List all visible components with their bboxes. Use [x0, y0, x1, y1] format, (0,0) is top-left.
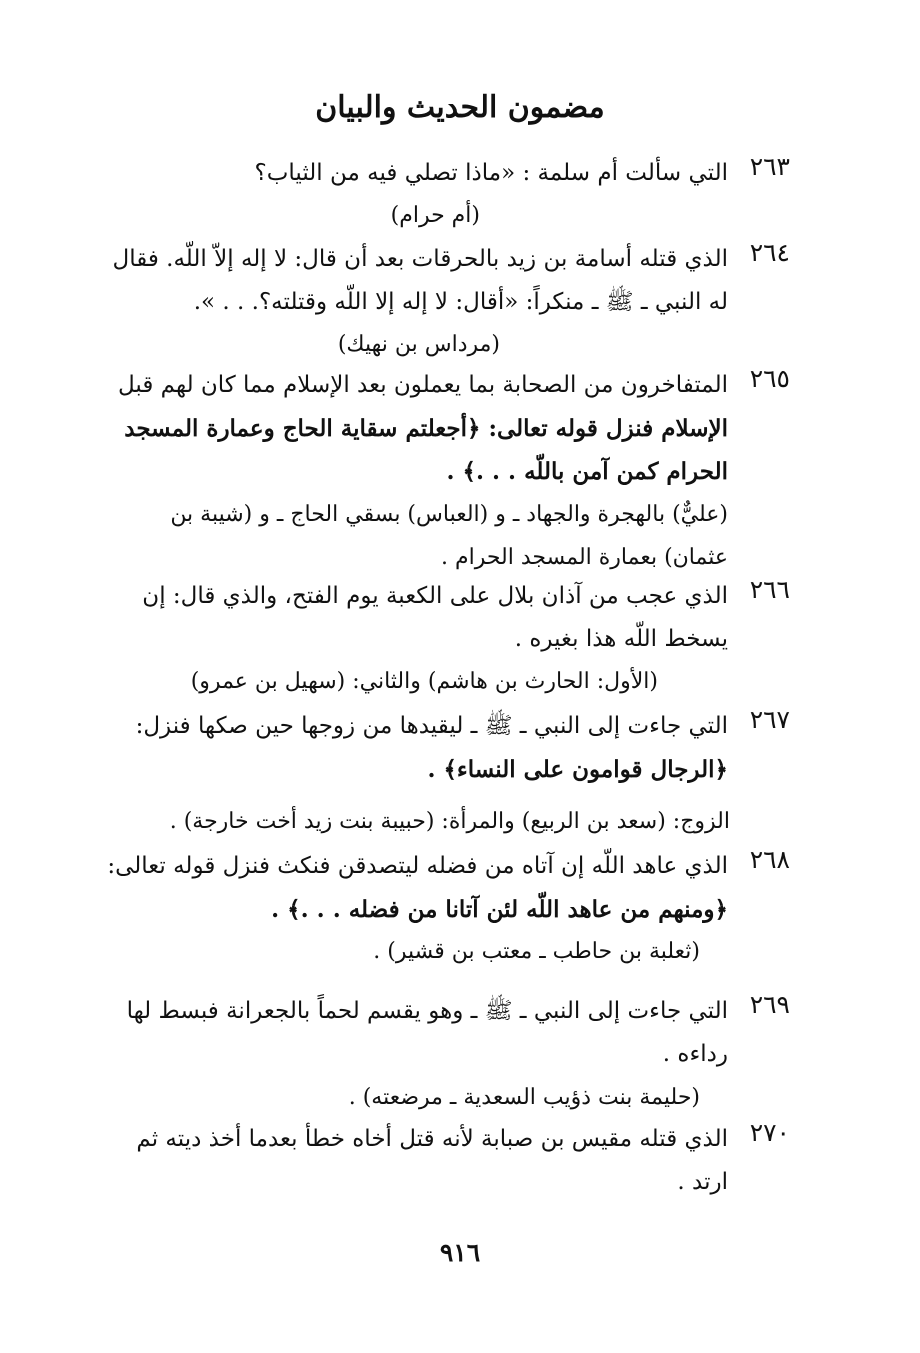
quran-verse: ﴿ومنهم من عاهد اللّه لئن آتانا من فضله . . .﴾ .	[271, 896, 728, 923]
entry-264	[100, 238, 790, 328]
entry-number: ٢٦٥	[749, 364, 790, 393]
entry-answer: (مرداس بن نهيك)	[337, 332, 500, 357]
entry-number: ٢٦٦	[749, 575, 790, 604]
entry-answer: (أم حرام)	[390, 203, 480, 228]
entry-text	[100, 705, 728, 791]
entry-answer: (عليٌّ) بالهجرة والجهاد ـ و (العباس) بسقي الحاج ـ و (شيبة بن	[170, 502, 728, 527]
entry-line	[100, 450, 728, 493]
entry-270	[100, 1118, 790, 1208]
quran-verse: ﴿الرجال قوامون على النساء﴾ .	[427, 756, 728, 783]
entry-text	[100, 1118, 728, 1204]
entry-text	[100, 575, 728, 661]
quran-verse: الحرام كمن آمن باللّه . . .﴾ .	[446, 458, 728, 485]
entry-line: الذي قتله مقيس بن صبابة لأنه قتل أخاه خطأ بعدما أخذ ديته ثم	[136, 1126, 728, 1152]
entry-line: التي جاءت إلى النبي ـ ﷺ ـ وهو يقسم لحماً بالجعرانة فبسط لها	[126, 998, 728, 1024]
entry-line: يسخط اللّه هذا بغيره .	[514, 626, 728, 652]
entry-line: الذي عجب من آذان بلال على الكعبة يوم الفتح، والذي قال: إن	[142, 583, 728, 609]
quran-verse: الإسلام فنزل قوله تعالى: ﴿أجعلتم سقاية الحاج وعمارة المسجد	[124, 415, 728, 442]
entry-answer: عثمان) بعمارة المسجد الحرام .	[441, 545, 728, 570]
entry-answer: (ثعلبة بن حاطب ـ معتب بن قشير) .	[373, 939, 700, 964]
entry-line: التي سألت أم سلمة : «ماذا تصلي فيه من الثياب؟	[254, 160, 728, 186]
entry-line: المتفاخرون من الصحابة بما يعملون بعد الإسلام مما كان لهم قبل	[118, 372, 728, 398]
entry-text	[100, 238, 728, 324]
entry-267	[100, 705, 790, 795]
entry-line: التي جاءت إلى النبي ـ ﷺ ـ ليقيدها من زوجها حين صكها فنزل:	[135, 713, 728, 739]
page-number: ٩١٦	[439, 1238, 481, 1267]
entry-number: ٢٦٧	[749, 705, 790, 734]
entry-line: الذي قتله أسامة بن زيد بالحرقات بعد أن قال: لا إله إلاّ اللّه. فقال	[112, 246, 728, 272]
entry-269	[100, 990, 790, 1080]
entry-line: ارتد .	[677, 1169, 728, 1195]
entry-266	[100, 575, 790, 665]
entry-line: الذي عاهد اللّه إن آتاه من فضله ليتصدقن فنكث فنزل قوله تعالى:	[107, 853, 728, 879]
entry-answer: الزوج: (سعد بن الربيع) والمرأة: (حبيبة بنت زيد أخت خارجة) .	[169, 809, 730, 834]
entry-268	[100, 845, 790, 935]
entry-text	[100, 152, 728, 195]
entry-answer: (حليمة بنت ذؤيب السعدية ـ مرضعته) .	[348, 1085, 700, 1110]
entry-answer-block	[100, 493, 728, 579]
entry-265	[100, 364, 790, 494]
entry-text	[100, 845, 728, 931]
entry-line	[100, 407, 728, 450]
entry-line: رداءه .	[662, 1041, 728, 1067]
entry-number: ٢٦٣	[749, 152, 790, 181]
entry-answer: (الأول: الحارث بن هاشم) والثاني: (سهيل بن عمرو)	[190, 669, 658, 694]
entry-line	[100, 888, 728, 931]
entry-number: ٢٦٩	[749, 990, 790, 1019]
entry-line: له النبي ـ ﷺ ـ منكراً: «أقال: لا إله إلا اللّه وقتلته؟. . . ».	[193, 289, 728, 315]
entry-number: ٢٦٨	[749, 845, 790, 874]
entry-line	[100, 748, 728, 791]
entry-number: ٢٧٠	[749, 1118, 790, 1147]
page-title: مضمون الحديث والبيان	[315, 90, 605, 125]
entry-text	[100, 990, 728, 1076]
entry-number: ٢٦٤	[749, 238, 790, 267]
entry-text	[100, 364, 728, 493]
